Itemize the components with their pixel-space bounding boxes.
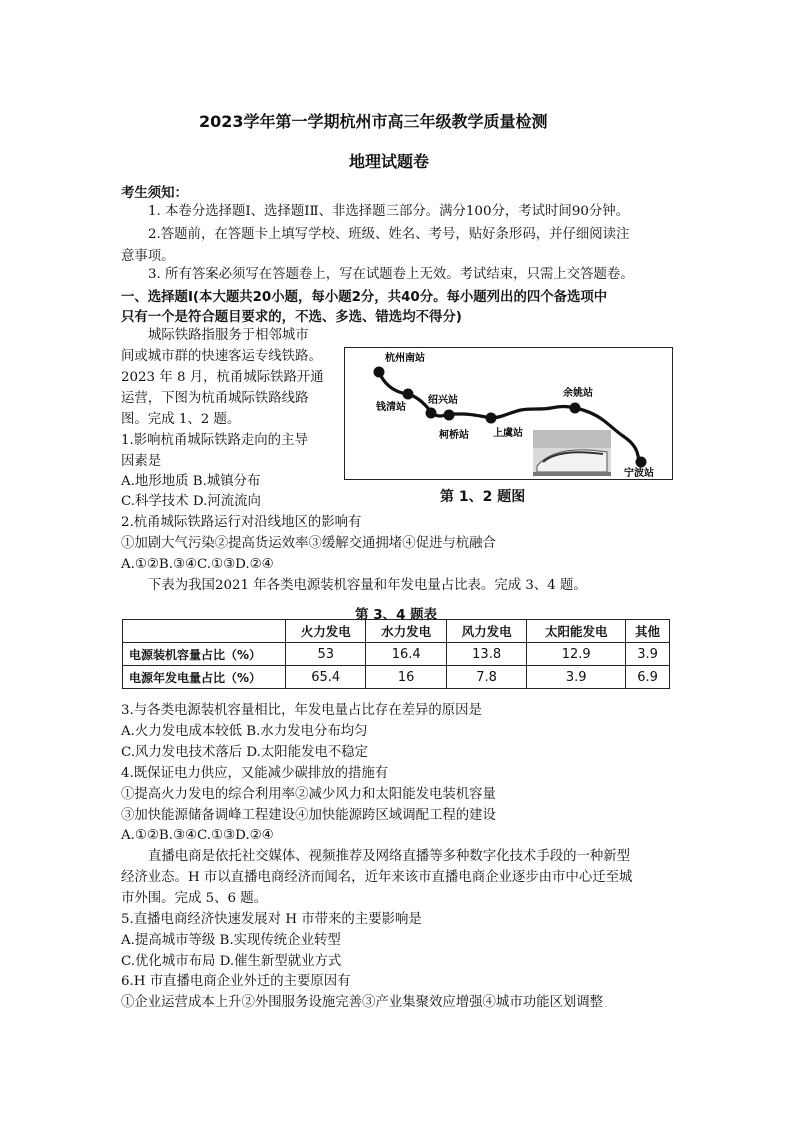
question-3-options-ab: A.火力发电成本较低 B.水力发电分布均匀	[121, 724, 368, 739]
station-label: 杭州南站	[385, 353, 425, 364]
train-photo	[533, 430, 611, 476]
table-header-cell: 火力发电	[286, 620, 366, 643]
question-1-stem-cont: 因素是	[121, 454, 162, 469]
question-2-items: ①加剧大气污染②提高货运效率③缓解交通拥堵④促进与杭融合	[121, 536, 496, 551]
station-dot-yuyao	[570, 403, 581, 414]
passage-line: 图。完成 1、2 题。	[121, 412, 241, 427]
passage-line: 2023 年 8 月，杭甬城际铁路开通	[121, 370, 324, 385]
notice-item: 3. 所有答案必须写在答题卷上，写在试题卷上无效。考试结束，只需上交答题卷。	[148, 267, 634, 282]
table-caption: 第 3、4 题表	[355, 607, 438, 623]
station-label: 柯桥站	[439, 430, 469, 441]
station-label: 绍兴站	[428, 395, 458, 406]
station-label: 余姚站	[563, 388, 593, 399]
table-cell: 16	[366, 666, 446, 689]
table-header-cell: 水力发电	[366, 620, 446, 643]
table-header-cell: 太阳能发电	[527, 620, 626, 643]
notice-item: 2.答题前，在答题卡上填写学校、班级、姓名、考号，贴好条形码，并仔细阅读注	[148, 227, 630, 242]
passage-line: 下表为我国2021 年各类电源装机容量和年发电量占比表。完成 3、4 题。	[148, 578, 587, 593]
station-dot-qianqing	[403, 389, 414, 400]
station-dot-hangzhou-south	[374, 367, 385, 378]
table-cell: 53	[286, 643, 366, 666]
question-4-items: ①提高火力发电的综合利用率②减少风力和太阳能发电装机容量	[121, 787, 496, 802]
station-dot-keqiao	[444, 410, 455, 421]
question-4-stem: 4.既保证电力供应，又能减少碳排放的措施有	[121, 766, 389, 781]
table-cell: 12.9	[527, 643, 626, 666]
question-5-options-ab: A.提高城市等级 B.实现传统企业转型	[121, 933, 341, 948]
question-2-options: A.①②B.③④C.①③D.②④	[121, 557, 274, 572]
passage-line: 直播电商是依托社交媒体、视频推荐及网络直播等多种数字化技术手段的一种新型	[148, 849, 631, 864]
exam-subtitle: 地理试题卷	[349, 152, 430, 171]
table-cell: 16.4	[366, 643, 446, 666]
station-label: 宁波站	[624, 468, 654, 479]
notice-item: 意事项。	[121, 249, 175, 264]
notice-item: 1. 本卷分选择题Ⅰ、选择题ⅠⅡ、非选择题三部分。满分100分，考试时间90分钟。	[148, 204, 630, 219]
section-heading: 一、选择题Ⅰ(本大题共20小题，每小题2分，共40分。每小题列出的四个备选项中	[121, 290, 608, 305]
table-cell: 65.4	[286, 666, 366, 689]
figure-caption: 第 1、2 题图	[440, 489, 526, 505]
table-cell: 3.9	[626, 643, 670, 666]
question-3-stem: 3.与各类电源装机容量相比，年发电量占比存在差异的原因是	[121, 703, 482, 718]
station-dot-ningbo	[636, 457, 647, 468]
notice-heading: 考生须知：	[121, 186, 188, 201]
table-row	[123, 643, 670, 666]
question-1-options-ab: A.地形地质 B.城镇分布	[121, 474, 261, 489]
power-share-table	[122, 619, 670, 689]
passage-line: 经济业态。H 市以直播电商经济而闻名，近年来该市直播电商企业逐步由市中心迁至城	[121, 870, 633, 885]
station-label: 上虞站	[493, 428, 523, 439]
station-dot-shaoxing	[426, 408, 437, 419]
passage-line: 运营，下图为杭甬城际铁路线路	[121, 391, 309, 406]
table-cell: 6.9	[626, 666, 670, 689]
question-4-options: A.①②B.③④C.①③D.②④	[121, 828, 274, 843]
question-6-stem: 6.H 市直播电商企业外迁的主要原因有	[121, 974, 351, 989]
railway-route-map	[345, 348, 672, 479]
question-2-stem: 2.杭甬城际铁路运行对沿线地区的影响有	[121, 515, 362, 530]
table-cell: 13.8	[446, 643, 526, 666]
station-label: 钱清站	[376, 402, 406, 413]
passage-line: 城际铁路指服务于相邻城市	[148, 328, 309, 343]
table-header-cell: 风力发电	[446, 620, 526, 643]
table-row	[123, 666, 670, 689]
section-heading-cont: 只有一个是符合题目要求的，不选、多选、错选均不得分)	[121, 310, 462, 325]
table-cell: 7.8	[446, 666, 526, 689]
question-4-items-cont: ③加快能源储备调峰工程建设④加快能源跨区域调配工程的建设	[121, 808, 496, 823]
passage-line: 间或城市群的快速客运专线铁路。	[121, 349, 322, 364]
table-header-cell: 其他	[626, 620, 670, 643]
station-dot-shangyu	[486, 413, 497, 424]
railway-map-figure	[344, 347, 673, 480]
exam-title: 2023学年第一学期杭州市高三年级教学质量检测	[199, 112, 548, 131]
question-1-options-cd: C.科学技术 D.河流流向	[121, 494, 261, 509]
table-header-row	[123, 620, 670, 643]
question-5-options-cd: C.优化城市布局 D.催生新型就业方式	[121, 954, 342, 969]
question-6-items: ①企业运营成本上升②外围服务设施完善③产业集聚效应增强④城市功能区划调整	[121, 995, 604, 1010]
question-5-stem: 5.直播电商经济快速发展对 H 市带来的主要影响是	[121, 912, 422, 927]
table-row-label: 电源装机容量占比（%）	[123, 643, 286, 666]
table-header-cell	[123, 620, 286, 643]
question-1-stem: 1.影响杭甬城际铁路走向的主导	[121, 433, 308, 448]
table-row-label: 电源年发电量占比（%）	[123, 666, 286, 689]
question-3-options-cd: C.风力发电技术落后 D.太阳能发电不稳定	[121, 745, 369, 760]
passage-line: 市外围。完成 5、6 题。	[121, 891, 268, 906]
table-cell: 3.9	[527, 666, 626, 689]
